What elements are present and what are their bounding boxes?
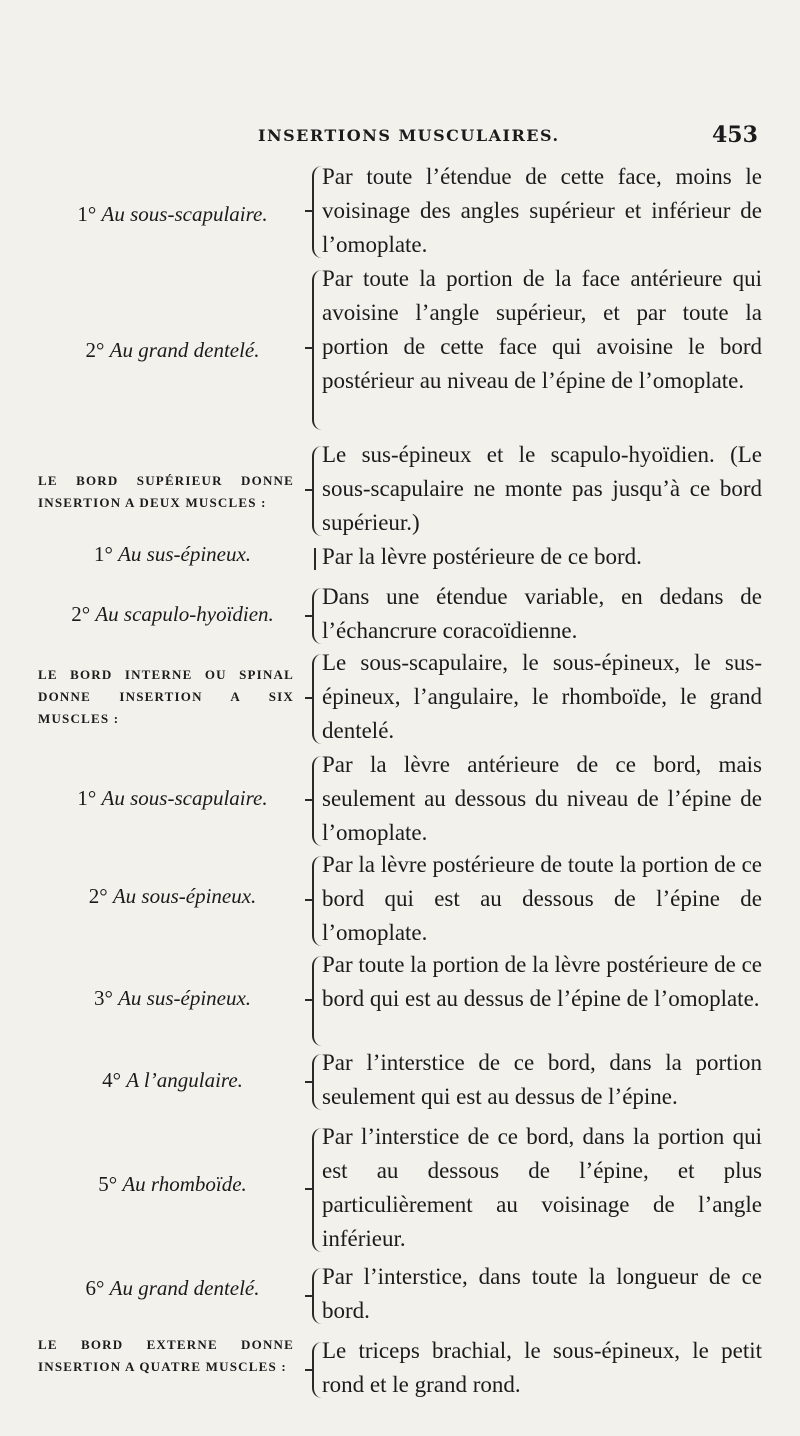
entry-text: Par la lèvre postérieure de ce bord. bbox=[322, 544, 642, 569]
label-number: 4° bbox=[102, 1068, 121, 1092]
page-number: 453 bbox=[712, 122, 758, 148]
running-header: INSERTIONS MUSCULAIRES. bbox=[258, 126, 560, 145]
label-number: 6° bbox=[85, 1276, 105, 1300]
label-number: 1° bbox=[77, 202, 97, 226]
section-heading: LE BORD INTERNE OU SPINAL DONNE INSERTION A SIX MUSCLES : bbox=[38, 667, 294, 726]
label-name: Au sus-épineux. bbox=[118, 986, 252, 1010]
entry-text: Par l’interstice, dans toute la longueur de ce bord. bbox=[322, 1264, 762, 1323]
entry-text: Le sus-épineux et le scapulo-hyoïdien. (Le sous-scapulaire ne monte pas jusqu’à ce bord supérieur.) bbox=[322, 442, 762, 535]
label-number: 5° bbox=[98, 1172, 118, 1196]
label-name: Au sus-épineux. bbox=[118, 542, 252, 566]
label-name: A l’angulaire. bbox=[126, 1068, 243, 1092]
label-number: 2° bbox=[88, 884, 108, 908]
entry-label bbox=[40, 1068, 305, 1093]
label-number: 2° bbox=[85, 338, 105, 362]
entry-label bbox=[40, 602, 305, 627]
label-name: Au sous-épineux. bbox=[112, 884, 257, 908]
label-name: Au rhomboïde. bbox=[122, 1172, 247, 1196]
entry-text: Par toute l’étendue de cette face, moins le voisinage des angles supérieur et inférieur de l’omoplate. bbox=[322, 164, 762, 257]
entry-label bbox=[40, 884, 305, 909]
entry-text: Le triceps brachial, le sous-épineux, le petit rond et le grand rond. bbox=[322, 1338, 762, 1397]
label-number: 2° bbox=[71, 602, 91, 626]
label-number: 1° bbox=[93, 542, 113, 566]
label-name: Au grand dentelé. bbox=[109, 1276, 260, 1300]
section-heading: LE BORD EXTERNE DONNE INSERTION A QUATRE MUSCLES : bbox=[38, 1337, 294, 1374]
entry-label bbox=[40, 786, 305, 811]
entry-text: Par toute la portion de la face antérieure qui avoisine l’angle supérieur, et par toute la portion de cette face qui avoisine le bord postérieur au niveau de l’épine de l’omoplate. bbox=[322, 266, 762, 393]
label-name: Au grand dentelé. bbox=[109, 338, 260, 362]
label-name: Au scapulo-hyoïdien. bbox=[95, 602, 274, 626]
entry-label bbox=[40, 338, 305, 363]
entry-label bbox=[40, 542, 305, 567]
label-name: Au sous-scapulaire. bbox=[101, 202, 268, 226]
entry-text: Le sous-scapulaire, le sous-épineux, le sus-épineux, l’angulaire, le rhomboïde, le grand dentelé. bbox=[322, 650, 762, 743]
entry-label bbox=[40, 1276, 305, 1301]
entry-label bbox=[40, 202, 305, 227]
entry-text: Par la lèvre antérieure de ce bord, mais seulement au dessous du niveau de l’épine de l’omoplate. bbox=[322, 752, 762, 845]
entry-text: Par l’interstice de ce bord, dans la portion seulement qui est au dessus de l’épine. bbox=[322, 1050, 762, 1109]
entry-text: Par l’interstice de ce bord, dans la portion qui est au dessous de l’épine, et plus particulièrement au voisinage de l’angle inférieur. bbox=[322, 1124, 762, 1251]
entry-label bbox=[40, 986, 305, 1011]
label-name: Au sous-scapulaire. bbox=[101, 786, 268, 810]
entry-text: Dans une étendue variable, en dedans de l’échancrure coracoïdienne. bbox=[322, 584, 762, 643]
bracket-bar bbox=[314, 548, 316, 570]
label-number: 3° bbox=[93, 986, 113, 1010]
entry-label bbox=[40, 1172, 305, 1197]
entry-text: Par la lèvre postérieure de toute la portion de ce bord qui est au dessous de l’épine de l’omoplate. bbox=[322, 852, 763, 945]
entry-text: Par toute la portion de la lèvre postérieure de ce bord qui est au dessus de l’épine de l’omoplate. bbox=[322, 952, 763, 1011]
label-number: 1° bbox=[77, 786, 97, 810]
section-heading: LE BORD SUPÉRIEUR DONNE INSERTION A DEUX MUSCLES : bbox=[38, 473, 294, 510]
